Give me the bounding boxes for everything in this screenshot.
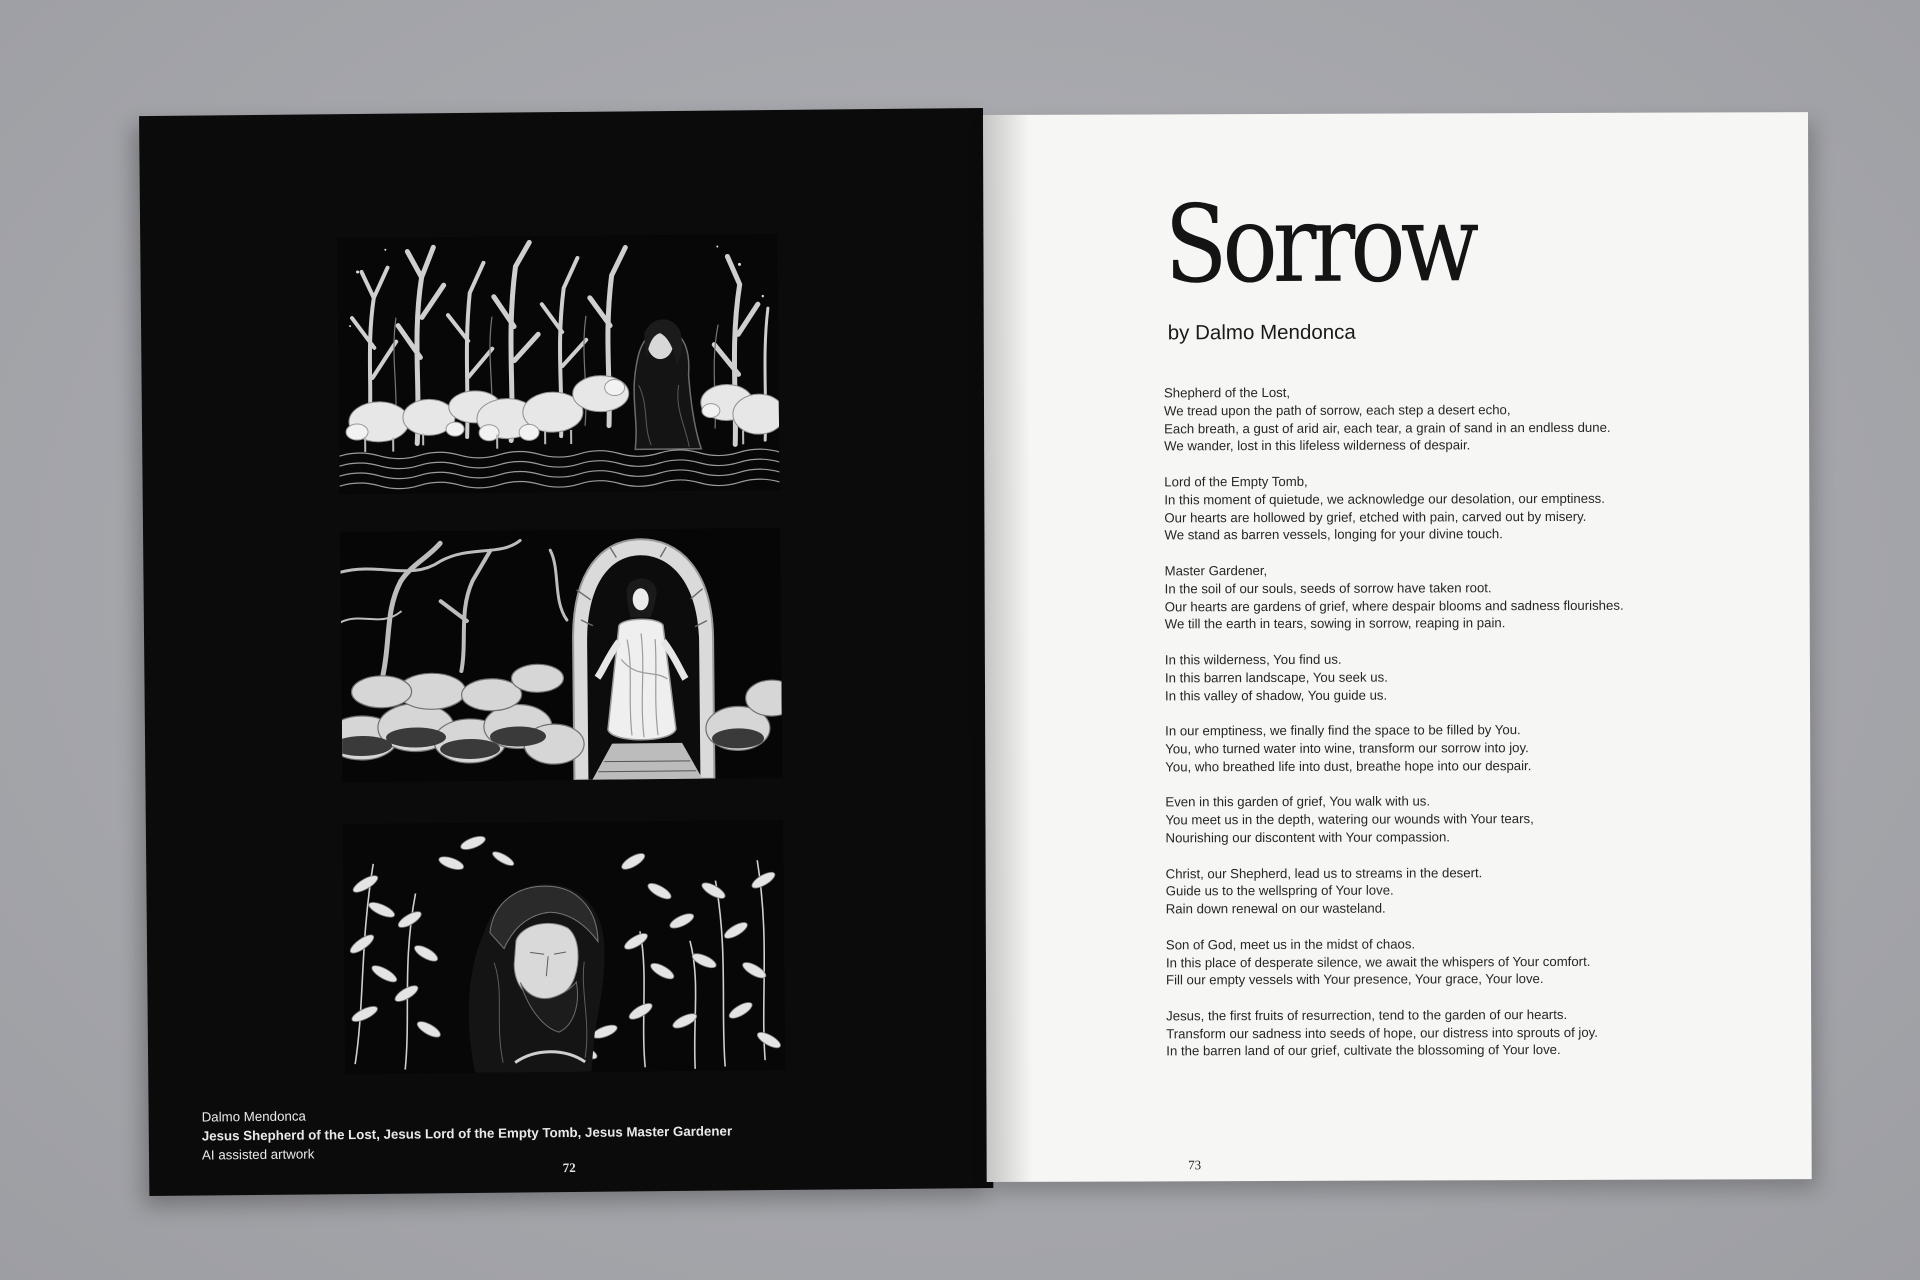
poem-line: You, who breathed life into dust, breathe hope into our despair. — [1165, 757, 1532, 775]
poem-line: Our hearts are gardens of grief, where despair blooms and sadness flourishes. — [1164, 597, 1624, 614]
stanza — [1164, 382, 1784, 455]
poem-line: Lord of the Empty Tomb, — [1164, 473, 1308, 490]
poem-line: In the barren land of our grief, cultivate the blossoming of Your love. — [1166, 1042, 1561, 1059]
poem-line: Son of God, meet us in the midst of chaos. — [1165, 936, 1416, 953]
poem-line: In this valley of shadow, You guide us. — [1165, 687, 1388, 703]
poem-line: In this place of desperate silence, we await the whispers of Your comfort. — [1165, 953, 1591, 970]
stanza — [1166, 863, 1786, 919]
poem-line: We stand as barren vessels, longing for your divine touch. — [1164, 526, 1503, 543]
caption-artist: Dalmo Mendonca — [201, 1108, 306, 1125]
page-number-left: 72 — [562, 1159, 576, 1176]
poem-line: We wander, lost in this lifeless wilderness of despair. — [1164, 437, 1471, 454]
stanza — [1165, 560, 1785, 633]
left-page — [139, 108, 993, 1196]
poem-line: Jesus, the first fruits of resurrection, tend to the garden of our hearts. — [1166, 1006, 1568, 1024]
poem-line: In this wilderness, You find us. — [1164, 651, 1342, 668]
poem-line: In the soil of our souls, seeds of sorrow have taken root. — [1164, 579, 1492, 597]
poem-line: Shepherd of the Lost, — [1163, 384, 1291, 401]
poem-line: In our emptiness, we finally find the space to be filled by You. — [1165, 722, 1521, 739]
poem-line: We tread upon the path of sorrow, each step a desert echo, — [1164, 401, 1511, 419]
poem-byline: by Dalmo Mendonca — [1167, 320, 1356, 345]
poem-line: Each breath, a gust of arid air, each tear, a grain of sand in an endless dune. — [1164, 419, 1611, 436]
poem-line: In this barren landscape, You seek us. — [1164, 669, 1388, 686]
poem-title: Sorrow — [1164, 182, 1475, 308]
stanza — [1166, 1005, 1786, 1061]
poem-line: Our hearts are hollowed by grief, etched with pain, carved out by misery. — [1164, 508, 1587, 525]
poem-line: Nourishing our discontent with Your compassion. — [1165, 829, 1450, 846]
artwork-caption — [202, 1102, 733, 1164]
artwork-master-gardener — [343, 820, 785, 1074]
poem-line: Master Gardener, — [1164, 562, 1268, 579]
poem-line: Even in this garden of grief, You walk with us. — [1165, 793, 1431, 810]
poem-line: In this moment of quietude, we acknowledge our desolation, our emptiness. — [1164, 490, 1605, 508]
artwork-lord-of-the-empty-tomb — [340, 528, 782, 782]
stanza — [1164, 471, 1784, 544]
poem-line: Rain down renewal on our wasteland. — [1165, 900, 1386, 917]
caption-artwork-titles: Jesus Shepherd of the Lost, Jesus Lord of the Empty Tomb, Jesus Master Gardener — [201, 1123, 733, 1144]
poem-line: Transform our sadness into seeds of hope, our distress into sprouts of joy. — [1166, 1024, 1598, 1042]
caption-note: AI assisted artwork — [201, 1146, 315, 1163]
artwork-shepherd-of-the-lost — [337, 234, 779, 494]
stanza — [1166, 934, 1786, 990]
poem-line: Fill our empty vessels with Your presence, Your grace, Your love. — [1165, 971, 1544, 988]
poem-line: We till the earth in tears, sowing in sorrow, reaping in pain. — [1164, 615, 1506, 632]
page-number-right: 73 — [1188, 1157, 1202, 1173]
poem-line: Guide us to the wellspring of Your love. — [1165, 882, 1394, 899]
right-page — [983, 112, 1812, 1182]
stanza — [1165, 649, 1785, 705]
poem-line: You meet us in the depth, watering our wounds with Your tears, — [1165, 811, 1534, 828]
poem-line: You, who turned water into wine, transform our sorrow into joy. — [1165, 740, 1529, 757]
stanza — [1165, 720, 1785, 776]
gutter-shadow — [983, 115, 1033, 1182]
poem-body — [1164, 382, 1786, 1078]
poem-line: Christ, our Shepherd, lead us to streams in the desert. — [1165, 864, 1483, 881]
stanza — [1165, 792, 1785, 848]
